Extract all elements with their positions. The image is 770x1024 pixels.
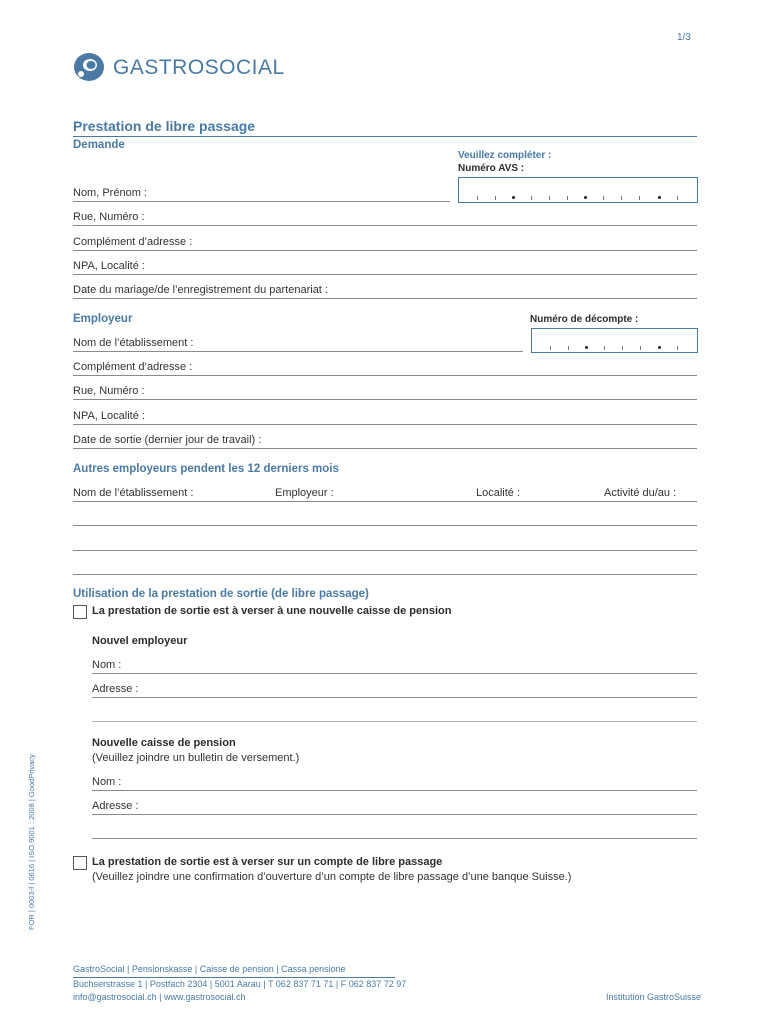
employeur-heading: Employeur [73,313,133,325]
new-employer-name-field[interactable] [92,650,697,674]
postal-code-field[interactable] [73,251,697,275]
option2-note: (Veuillez joindre une confirmation d’ouverture d’un compte de libre passage d’une banque Suisse.) [92,871,572,883]
address-complement-label: Complément d’adresse : [73,236,193,248]
new-employer-address-field[interactable] [92,674,697,698]
demande-heading: Demande [73,139,125,151]
employer-street-label: Rue, Numéro : [73,385,145,397]
new-fund-address-label: Adresse : [92,800,139,812]
other-employers-row[interactable] [73,501,697,502]
new-fund-address-field[interactable] [92,791,697,815]
exit-date-label: Date de sortie (dernier jour de travail) : [73,434,262,446]
col-employer: Employeur : [275,487,334,499]
footer-line3: info@gastrosocial.ch | www.gastrosocial.ch [73,992,246,1002]
new-employer-address-line[interactable] [92,721,697,722]
vested-benefits-account-checkbox[interactable] [73,856,87,870]
new-fund-name-field[interactable] [92,767,697,791]
decompte-number-input[interactable] [531,328,698,353]
establishment-name-label: Nom de l’établissement : [73,337,194,349]
nouvel-employeur-heading: Nouvel employeur [92,635,188,647]
exit-date-field[interactable] [73,425,697,449]
establishment-name-field[interactable] [73,328,523,352]
address-complement-field[interactable] [73,227,697,251]
name-label: Nom, Prénom : [73,187,147,199]
other-employers-row[interactable] [73,525,697,526]
footer-rule [73,977,395,978]
marriage-date-field[interactable] [73,275,697,299]
autres-heading: Autres employeurs pendent les 12 derniers mois [73,463,339,475]
avs-number-input[interactable] [458,177,698,203]
option1-label: La prestation de sortie est à verser à une nouvelle caisse de pension [92,605,452,617]
new-fund-name-label: Nom : [92,776,122,788]
street-label: Rue, Numéro : [73,211,145,223]
employer-address-complement-field[interactable] [73,352,697,376]
nouvelle-caisse-note: (Veuillez joindre un bulletin de versement.) [92,752,300,764]
postal-code-label: NPA, Localité : [73,260,145,272]
page-number: 1/3 [677,32,691,43]
title-rule [73,136,697,137]
marriage-date-label: Date du mariage/de l’enregistrement du partenariat : [73,284,328,296]
footer-institution: Institution GastroSuisse [606,992,702,1002]
footer-line2: Buchserstrasse 1 | Postfach 2304 | 5001 Aarau | T 062 837 71 71 | F 062 837 72 97 [73,979,407,989]
new-employer-address-label: Adresse : [92,683,139,695]
street-field[interactable] [73,202,697,226]
complete-label: Veuillez compléter : [458,150,552,161]
employer-postal-code-label: NPA, Localité : [73,410,145,422]
employer-street-field[interactable] [73,376,697,400]
avs-label: Numéro AVS : [458,163,525,174]
new-pension-fund-checkbox[interactable] [73,605,87,619]
other-employers-row[interactable] [73,550,697,551]
name-field[interactable] [73,178,450,202]
col-locality: Localité : [476,487,521,499]
decompte-label: Numéro de décompte : [530,314,639,325]
new-employer-name-label: Nom : [92,659,122,671]
col-establishment: Nom de l’établissement : [73,487,194,499]
employer-address-complement-label: Complément d’adresse : [73,361,193,373]
nouvelle-caisse-heading: Nouvelle caisse de pension [92,737,236,749]
option2-label: La prestation de sortie est à verser sur un compte de libre passage [92,856,443,868]
footer-line1: GastroSocial | Pensionskasse | Caisse de pension | Cassa pensione [73,964,346,974]
gastrosocial-logo-icon [73,52,105,82]
employer-postal-code-field[interactable] [73,401,697,425]
other-employers-row[interactable] [73,574,697,575]
page-title: Prestation de libre passage [73,118,256,134]
logo-text: GASTROSOCIAL [113,56,285,79]
utilisation-heading: Utilisation de la prestation de sortie (de libre passage) [73,588,369,600]
new-fund-address-line[interactable] [92,838,697,839]
col-activity: Activité du/au : [604,487,677,499]
